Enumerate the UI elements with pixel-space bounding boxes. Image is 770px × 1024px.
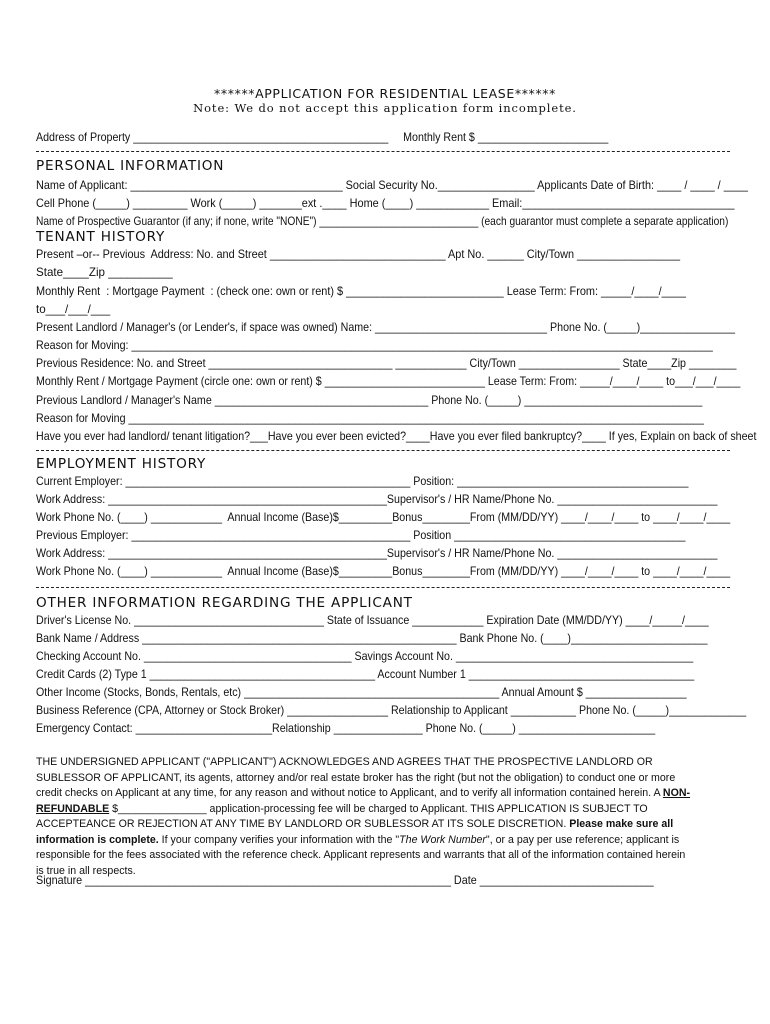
property-row[interactable]: Address of Property ___________________________________________ Monthly Rent $ ______________________ bbox=[36, 131, 609, 144]
field-row[interactable]: Work Phone No. (____) ____________ Annual Income (Base)$_________Bonus________From (MM/DD/YY) ____/____/____ to ____/____/____ bbox=[36, 511, 731, 524]
field-row[interactable]: Other Income (Stocks, Bonds, Rentals, etc) ___________________________________________ Annual Amount $ _________________ bbox=[36, 686, 687, 699]
field-row[interactable]: Name of Prospective Guarantor (if any; if none, write "NONE") ____________________________ (each guarantor must complete a separate application) bbox=[36, 215, 729, 228]
divider bbox=[36, 587, 730, 588]
field-row[interactable]: Cell Phone (_____) _________ Work (_____) _______ext .____ Home (____) ____________ Email:___________________________________ bbox=[36, 197, 735, 210]
field-row[interactable]: Business Reference (CPA, Attorney or Stock Broker) _________________ Relationship to Applicant ___________ Phone No. (_____)_____________ bbox=[36, 704, 747, 717]
field-row[interactable]: Monthly Rent / Mortgage Payment (circle one: own or rent) $ ___________________________ Lease Term: From: _____/____/____ to___/___/____ bbox=[36, 375, 741, 388]
divider bbox=[36, 151, 730, 152]
non-refundable-label: NON-REFUNDABLE bbox=[36, 787, 691, 815]
field-row[interactable]: Current Employer: ________________________________________________ Position: _______________________________________ bbox=[36, 475, 689, 488]
field-row[interactable]: to___/___/___ bbox=[36, 303, 111, 316]
field-row[interactable]: Name of Applicant: ___________________________________ Social Security No.________________ Applicants Date of Birth: ____ / ____ / ____ bbox=[36, 179, 748, 192]
field-row[interactable]: Credit Cards (2) Type 1 ______________________________________ Account Number 1 ______________________________________ bbox=[36, 668, 695, 681]
field-row[interactable]: Work Phone No. (____) ____________ Annual Income (Base)$_________Bonus________From (MM/DD/YY) ____/____/____ to ____/____/____ bbox=[36, 565, 731, 578]
signature-row[interactable]: Signature _____________________________________________________________ Date _____________________________ bbox=[36, 874, 654, 887]
field-row[interactable]: Checking Account No. ___________________________________ Savings Account No. ________________________________________ bbox=[36, 650, 694, 663]
field-row[interactable]: Present Landlord / Manager's (or Lender's, if space was owned) Name: _____________________________ Phone No. (_____)________________ bbox=[36, 321, 736, 334]
section-other-information: OTHER INFORMATION REGARDING THE APPLICANT bbox=[36, 595, 413, 611]
field-row[interactable]: Work Address: _______________________________________________Supervisor's / HR Name/Phone No. ___________________________ bbox=[36, 547, 718, 560]
field-row[interactable]: Emergency Contact: _______________________Relationship _______________ Phone No. (_____) _______________________ bbox=[36, 722, 656, 735]
section-personal-information: PERSONAL INFORMATION bbox=[36, 158, 225, 174]
section-tenant-history: TENANT HISTORY bbox=[36, 229, 166, 245]
field-row[interactable]: Monthly Rent : Mortgage Payment : (check one: own or rent) $ __________________________ Lease Term: From: _____/____/____ bbox=[36, 285, 686, 298]
field-row[interactable]: State____Zip __________ bbox=[36, 266, 173, 279]
section-employment-history: EMPLOYMENT HISTORY bbox=[36, 456, 207, 472]
field-row[interactable]: Previous Landlord / Manager's Name ____________________________________ Phone No. (_____) ______________________________ bbox=[36, 394, 703, 407]
field-row[interactable]: Previous Residence: No. and Street _______________________________ ____________ City/Town _________________ State____Zip ________ bbox=[36, 357, 737, 370]
field-row[interactable]: Present –or-- Previous Address: No. and Street _____________________________ Apt No. ______ City/Town _________________ bbox=[36, 248, 681, 261]
field-row[interactable]: Bank Name / Address _____________________________________________________ Bank Phone No. (____)_______________________ bbox=[36, 632, 708, 645]
agreement-paragraph: THE UNDERSIGNED APPLICANT ("APPLICANT") ACKNOWLEDGES AND AGREES THAT THE PROSPECTIVE LANDLORD OR SUBLESSOR OF APPLICANT, its agents, attorney and/or real estate broker has the right (but not the obligation) to conduct one or more credit checks on Applicant at any time, for any reason and without notice to Applicant, and to verify all information contained herein. A NON-REFUNDABLE $_______________ application-processing fee will be charged to Applicant. THIS APPLICATION IS SUBJECT TO ACCEPTEANCE OR REJECTION AT ANY TIME BY LANDLORD OR SUBLESSOR AT ITS SOLE DISCRETION. Please make sure all information is complete. If your company verifies your information with the "The Work Number", or a pay per use reference; applicant is responsible for the fees associated with the reference check. Applicant represents and warrants that all of the information contained herein is true in all respects. bbox=[36, 756, 691, 877]
field-row[interactable]: Work Address: _______________________________________________Supervisor's / HR Name/Phone No. ___________________________ bbox=[36, 493, 718, 506]
field-row[interactable]: Driver's License No. ________________________________ State of Issuance ____________ Expiration Date (MM/DD/YY) ____/_____/____ bbox=[36, 614, 709, 627]
form-title: ******APPLICATION FOR RESIDENTIAL LEASE****** bbox=[214, 86, 556, 101]
field-row[interactable]: Have you ever had landlord/ tenant litigation?___Have you ever been evicted?____Have you ever filed bankruptcy?____ If yes, Explain on back of sheet bbox=[36, 430, 757, 443]
divider bbox=[36, 450, 730, 451]
field-row[interactable]: Reason for Moving: __________________________________________________________________________________________________ bbox=[36, 339, 713, 352]
form-note: Note: We do not accept this application form incomplete. bbox=[193, 101, 577, 115]
work-number-label: The Work Number bbox=[399, 833, 486, 846]
field-row[interactable]: Previous Employer: _______________________________________________ Position _______________________________________ bbox=[36, 529, 686, 542]
complete-notice: Please make sure all information is complete. bbox=[36, 818, 674, 846]
field-row[interactable]: Reason for Moving _________________________________________________________________________________________________ bbox=[36, 412, 704, 425]
